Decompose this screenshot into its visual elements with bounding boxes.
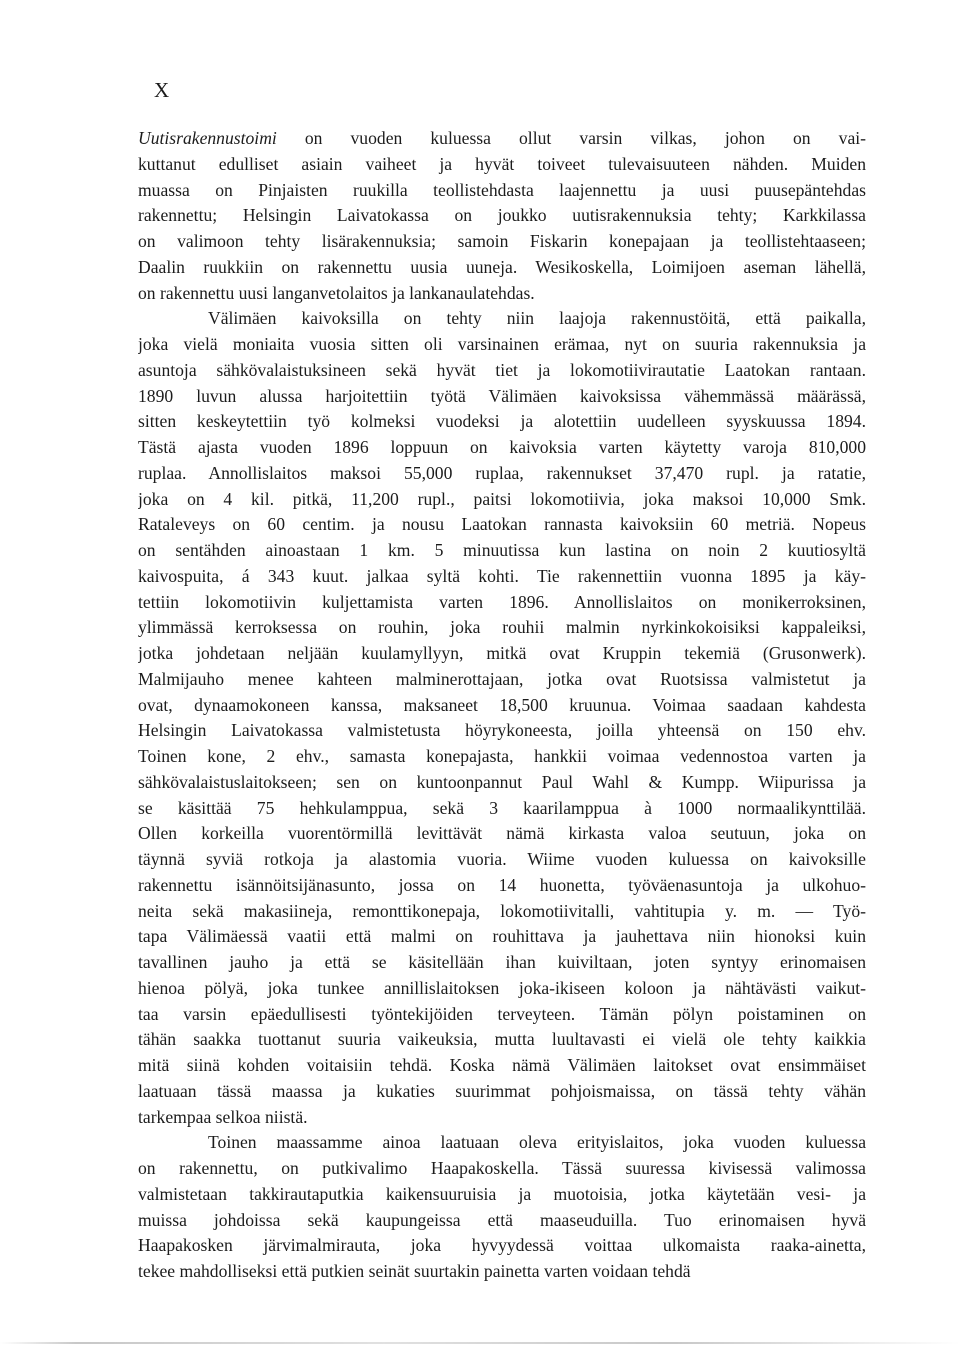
text-line — [138, 538, 866, 564]
text-line — [138, 435, 866, 461]
line-text: 1890 luvun alussa harjoitettiin työtä Välimäen kaivoksissa vähemmässä määrässä, — [138, 385, 866, 406]
text-line — [138, 718, 866, 744]
line-text: sitten keskeytettiin työ kolmeksi vuodeksi ja alotettiin uudelleen syyskuussa 1894. — [138, 411, 866, 432]
line-text: asuntoja sähkövalaistuksineen sekä hyvät tiet ja lokomotiivirautatie Laatokan rantaan. — [138, 359, 866, 380]
line-text: hienoa pölyä, joka tunkee annillislaitoksen joka-ikiseen koloon ja nähtävästi vaikut- — [138, 977, 866, 998]
line-text: valmistetaan takkirautaputkia kaikensuuruisia ja muotoisia, jotka käytetään vesi- ja — [138, 1183, 866, 1204]
text-line — [138, 641, 866, 667]
line-text: ylimmässä kerroksessa on rouhin, joka rouhii malmin nyrkinkokoisiksi kappaleiksi, — [138, 617, 866, 638]
text-line — [138, 203, 866, 229]
text-line — [138, 1027, 866, 1053]
line-text: jotka johdetaan neljään kuulamyllyyn, mitkä ovat Kruppin tekemiä (Grusonwerk). — [138, 643, 866, 663]
body-text — [138, 126, 866, 1285]
text-line — [138, 590, 866, 616]
text-line — [138, 229, 866, 255]
text-line — [138, 1156, 866, 1182]
text-line — [138, 487, 866, 513]
line-text: ovat, dynaamokoneen kanssa, maksaneet 18,500 kruunua. Voimaa saadaan kahdesta — [138, 694, 866, 715]
line-text: rakennettu; Helsingin Laivatokassa on joukko uutisrakennuksia tehty; Karkkilassa — [138, 205, 866, 226]
line-text: tarkempaa selkoa niistä. — [138, 1106, 308, 1127]
text-line — [138, 615, 866, 641]
paragraph — [138, 306, 866, 1130]
text-line — [138, 1233, 866, 1259]
line-text: muassa on Pinjaisten ruukilla teollistehdasta laajennettu ja uusi puusepäntehdas — [138, 179, 866, 200]
line-text: kaivospuita, á 343 kuut. jalkaa syltä kohti. Tie rakennettiin vuonna 1895 ja käy- — [138, 565, 866, 586]
line-text: on rakennettu, on putkivalimo Haapakoskella. Tässä suuressa kivisessä valimossa — [138, 1158, 866, 1178]
text-line — [138, 409, 866, 435]
text-line — [138, 1130, 866, 1156]
line-text: on rakennettu uusi langanvetolaitos ja lankanaulatehdas. — [138, 282, 535, 303]
line-text: se käsittää 75 hehkulamppua, sekä 3 kaarilamppua à 1000 normaalikynttilää. — [138, 797, 866, 818]
line-text: Malmijauho menee kahteen malminerottajaan, jotka ovat Ruotsissa valmistetut ja — [138, 668, 866, 689]
line-text: Ollen korkeilla vuorentörmillä levittävät nämä kirkasta valoa seutuun, joka on — [138, 823, 866, 844]
text-line — [138, 873, 866, 899]
text-line — [138, 461, 866, 487]
line-text: Välimäen kaivoksilla on tehty niin laajoja rakennustöitä, että paikalla, — [208, 308, 866, 329]
line-text: joka vielä moniaita vuosia sitten oli varsinainen erämaa, nyt on suuria rakennuksia ja — [138, 334, 866, 354]
text-line — [138, 512, 866, 538]
line-text: joka on 4 kil. pitkä, 11,200 rupl., paitsi lokomotiivia, joka maksoi 10,000 Smk. — [138, 488, 866, 509]
line-text: Tästä ajasta vuoden 1896 loppuun on kaivoksia varten käytetty varoja 810,000 — [138, 437, 866, 457]
text-line — [138, 152, 866, 178]
text-line — [138, 770, 866, 796]
text-line — [138, 1079, 866, 1105]
page-number: X — [154, 78, 170, 102]
line-text: rakennettu isännöitsijänasunto, jossa on 14 huonetta, työväenasuntoja ja ulkohuo- — [138, 874, 866, 895]
line-text: on sentähden ainoastaan 1 km. 5 minuutissa kun lastina on noin 2 kuutiosyltä — [138, 540, 866, 560]
paragraph — [138, 1130, 866, 1285]
line-text: muissa johdoissa sekä kaupungeissa että maaseuduilla. Tuo erinomaisen hyvä — [138, 1209, 866, 1230]
text-line — [138, 1182, 866, 1208]
line-text: sähkövalaistuslaitokseen; sen on kuntoonpannut Paul Wahl & Kumpp. Wiipurissa ja — [138, 771, 866, 792]
text-line — [138, 178, 866, 204]
line-text: tavallinen jauho ja että se käsitellään ihan kuiviltaan, joten syntyy erinomaisen — [138, 952, 866, 972]
line-text: Helsingin Laivatokassa valmistetusta höyrykoneesta, joilla yhteensä on 150 ehv. — [138, 720, 866, 741]
text-line — [138, 358, 866, 384]
line-text: kuttanut edulliset asiain vaiheet ja hyvät toiveet tulevaisuuteen nähden. Muiden — [138, 153, 866, 174]
text-line — [138, 126, 866, 152]
line-text: tekee mahdolliseksi että putkien seinät suurtakin painetta varten voidaan tehdä — [138, 1261, 691, 1281]
line-text: täynnä syviä rotkoja ja alastomia vuoria. Wiime vuoden kuluessa on kaivoksille — [138, 849, 866, 869]
text-line — [138, 306, 866, 332]
text-line — [138, 693, 866, 719]
text-line — [138, 847, 866, 873]
text-line — [138, 332, 866, 358]
line-text: ruplaa. Annollislaitos maksoi 55,000 ruplaa, rakennukset 37,470 rupl. ja ratatie, — [138, 462, 866, 483]
text-line — [138, 564, 866, 590]
line-text: Rataleveys on 60 centim. ja nousu Laatokan rannasta kaivoksiin 60 metriä. Nopeus — [138, 514, 866, 535]
line-text: neita sekä makasiineja, remonttikonepaja, lokomotiivitalli, vahtitupia y. m. — Työ- — [138, 900, 866, 921]
paragraph — [138, 126, 866, 306]
line-text: laatuaan tässä maassa ja kukaties suurimmat pohjoismaissa, on tässä tehty vähän — [138, 1080, 866, 1101]
text-line — [138, 796, 866, 822]
line-text: tettiin lokomotiivin kuljettamista varten 1896. Annollislaitos on monikerroksinen, — [138, 591, 866, 612]
text-line — [138, 1053, 866, 1079]
line-text: taa varsin epäedullisesti työntekijöiden terveyteen. Tämän pölyn poistaminen on — [138, 1003, 866, 1024]
text-line — [138, 950, 866, 976]
text-line — [138, 255, 866, 281]
text-line — [138, 667, 866, 693]
line-text: Toinen kone, 2 ehv., samasta konepajasta, hankkii voimaa vedennostoa varten ja — [138, 746, 866, 766]
italic-term: Uutisrakennustoimi — [138, 128, 277, 148]
text-line — [138, 1002, 866, 1028]
line-text: tapa Välimäessä vaatii että malmi on rouhittava ja jauhettava niin hionoksi kuin — [138, 926, 866, 947]
text-line — [138, 976, 866, 1002]
line-text: Toinen maassamme ainoa laatuaan oleva erityislaitos, joka vuoden kuluessa — [208, 1132, 866, 1153]
line-text: on vuoden kuluessa ollut varsin vilkas, johon on vai- — [276, 128, 866, 148]
line-text: on valimoon tehty lisärakennuksia; samoin Fiskarin konepajaan ja teollistehtaaseen; — [138, 231, 866, 251]
text-line — [138, 924, 866, 950]
line-text: Haapakosken järvimalmirauta, joka hyvyydessä voittaa ulkomaista raaka-ainetta, — [138, 1235, 866, 1256]
text-line — [138, 821, 866, 847]
text-line — [138, 281, 866, 307]
text-line — [138, 744, 866, 770]
text-line — [138, 384, 866, 410]
text-line — [138, 1208, 866, 1234]
line-text: tähän saakka tuottanut suuria vaikeuksia, mutta luultavasti ei vielä ole tehty kaikkia — [138, 1029, 866, 1050]
text-line — [138, 899, 866, 925]
scan-edge — [0, 1342, 960, 1344]
line-text: Daalin ruukkiin on rakennettu uusia uuneja. Wesikoskella, Loimijoen aseman lähellä, — [138, 256, 866, 277]
line-text: mitä siinä kohden voitaisiin tehdä. Koska nämä Välimäen laitokset ovat ensimmäiset — [138, 1055, 866, 1075]
text-line — [138, 1259, 866, 1285]
text-line — [138, 1105, 866, 1131]
